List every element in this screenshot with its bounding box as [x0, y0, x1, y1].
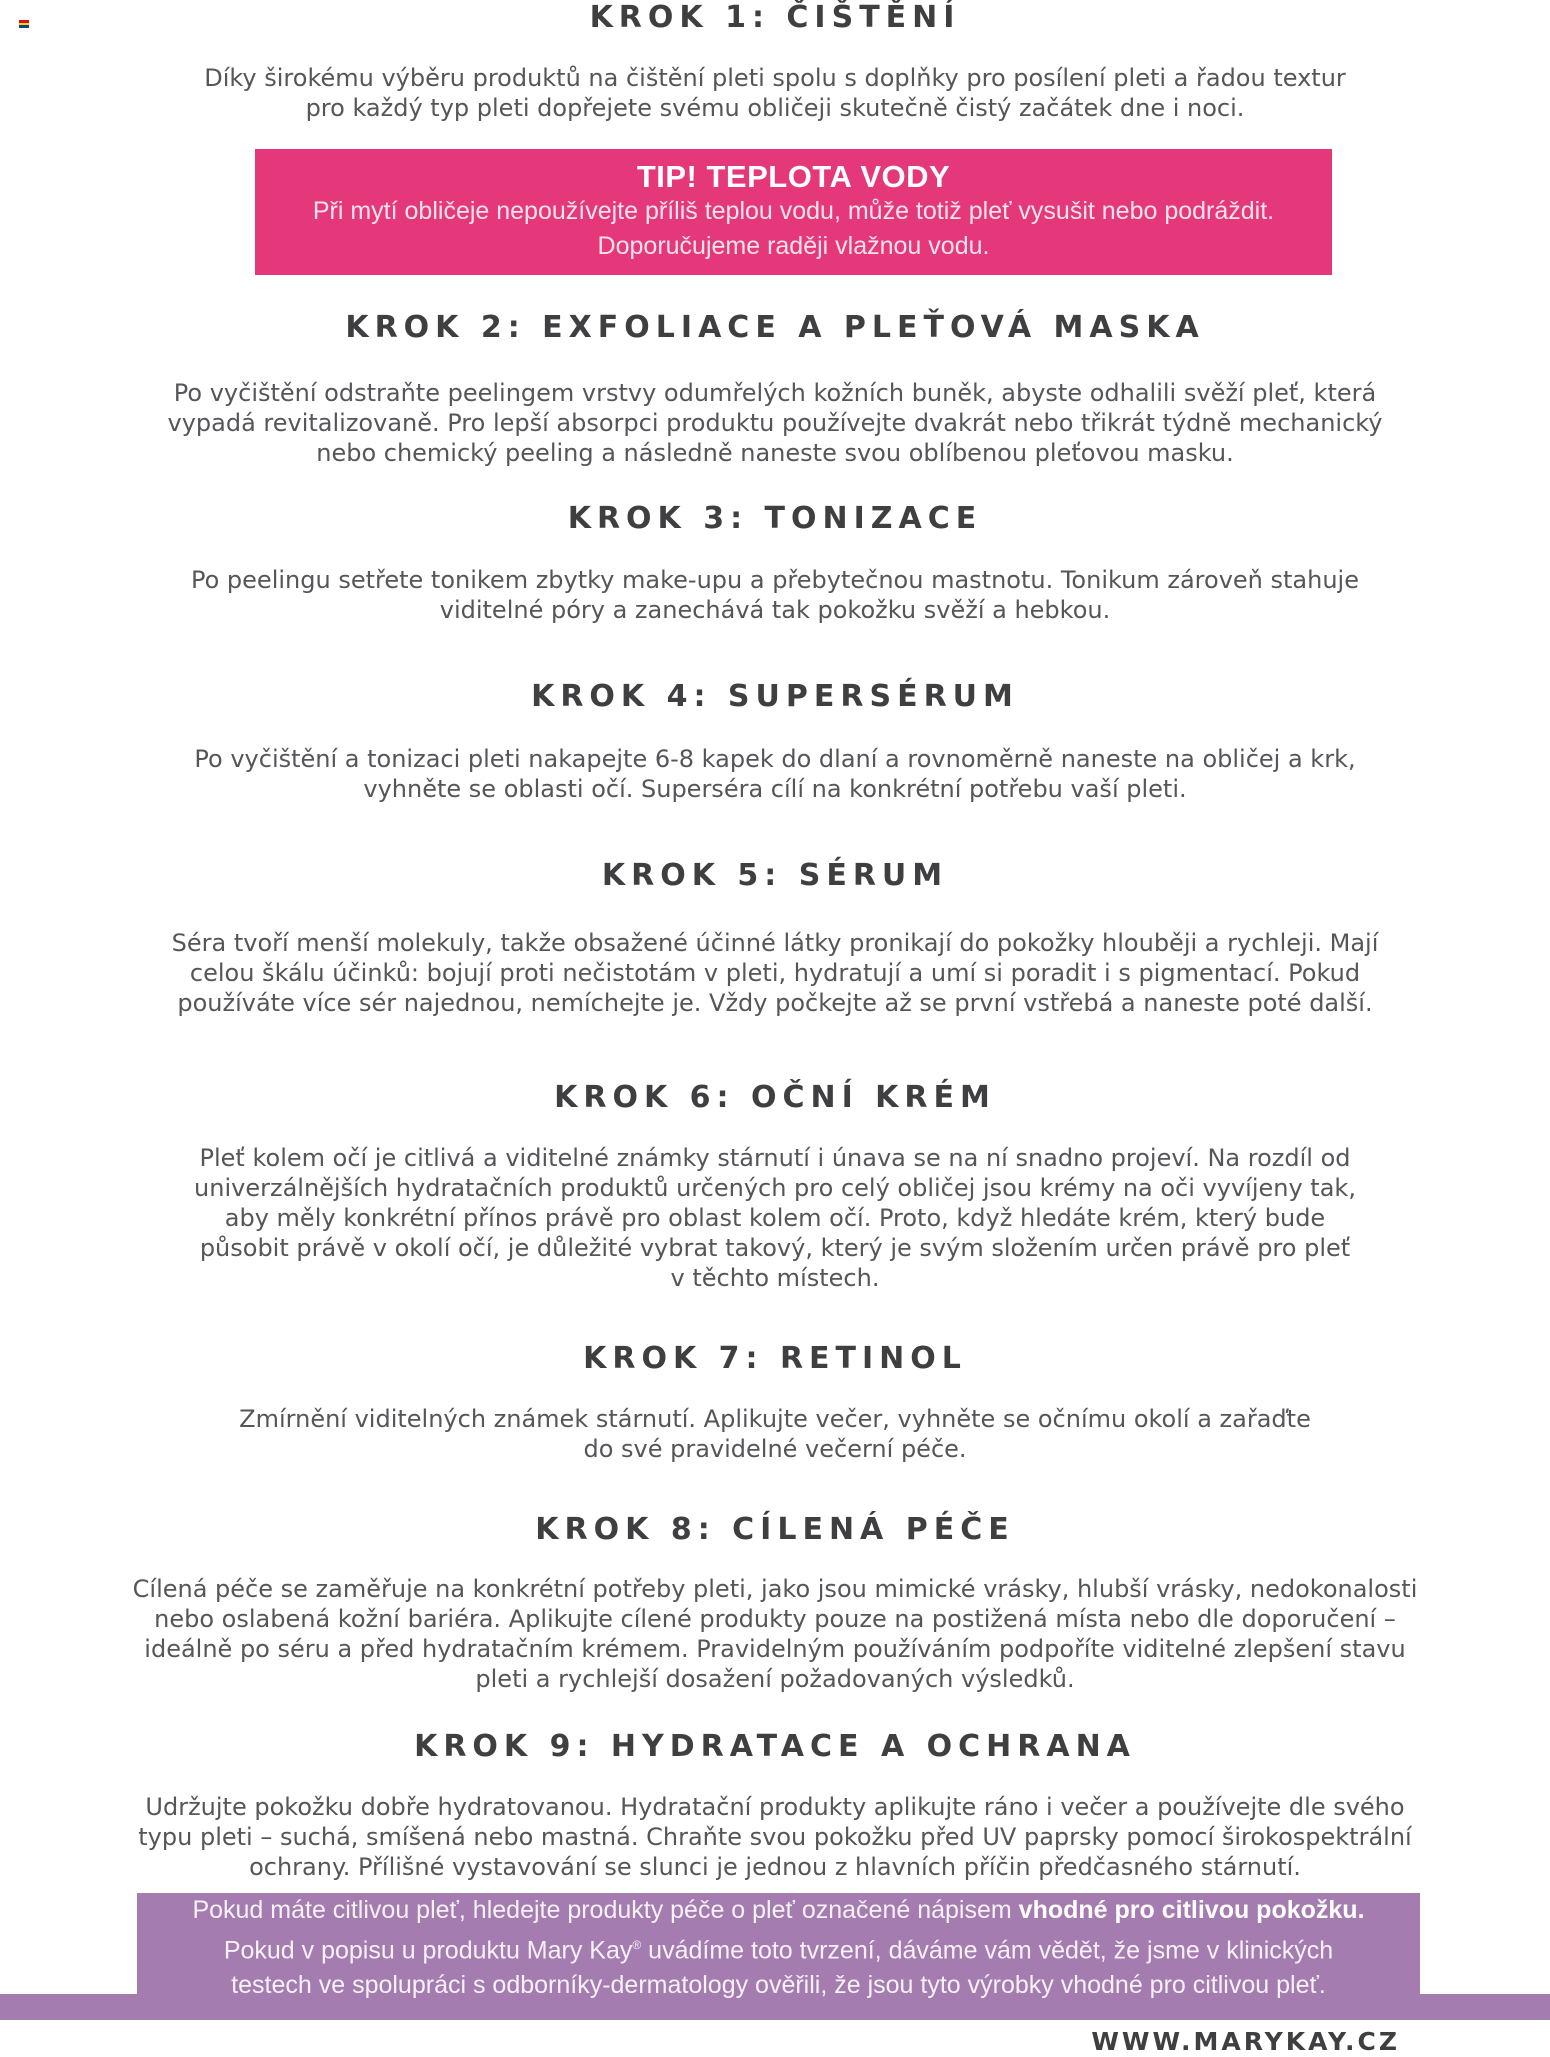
step-6-text — [0, 1143, 1550, 1293]
step-8-text-line: Cílená péče se zaměřuje na konkrétní potřeby pleti, jako jsou mimické vrásky, hlubší vrásky, nedokonalosti — [132, 1575, 1418, 1603]
step-6-text-line: působit právě v okolí očí, je důležité vybrat takový, který je svým složením určen právě pro pleť — [199, 1234, 1351, 1262]
step-5-text-line: Séra tvoří menší molekuly, takže obsažené účinné látky pronikají do pokožky hlouběji a rychleji. Mají — [171, 929, 1379, 957]
step-8-heading: KROK 8: CÍLENÁ PÉČE — [535, 1512, 1015, 1547]
step-2-text-line: nebo chemický peeling a následně naneste svou oblíbenou pleťovou masku. — [316, 439, 1234, 467]
step-6-heading: KROK 6: OČNÍ KRÉM — [554, 1080, 996, 1115]
step-1-heading: KROK 1: ČIŠTĚNÍ — [589, 0, 961, 35]
step-6-text-line: aby měly konkrétní přínos právě pro oblast kolem očí. Proto, když hledáte krém, který bude — [224, 1204, 1326, 1232]
step-6-text-line: Pleť kolem očí je citlivá a viditelné známky stárnutí i únava se na ní snadno projeví. Na rozdíl od — [199, 1144, 1351, 1172]
sensitive-skin-box — [137, 1893, 1420, 2000]
tip-text — [255, 194, 1332, 264]
sensitive-highlight: vhodné pro citlivou pokožku. — [1018, 1896, 1365, 1924]
step-7-text-line: Zmírnění viditelných známek stárnutí. Aplikujte večer, vyhněte se očnímu okolí a zařaďte — [239, 1405, 1311, 1433]
sensitive-line-3: testech ve spolupráci s odborníky-dermatology ověřili, že jsou tyto výrobky vhodné pro citlivou pleť. — [231, 1971, 1326, 2000]
step-2-text-line: vypadá revitalizovaně. Pro lepší absorpci produktu používejte dvakrát nebo třikrát týdně mechanický — [167, 409, 1383, 437]
step-1-text-line: pro každý typ pleti dopřejete svému obličeji skutečně čistý začátek dne i noci. — [305, 94, 1245, 122]
step-3-heading: KROK 3: TONIZACE — [567, 501, 983, 536]
step-6-text-line: v těchto místech. — [670, 1264, 880, 1292]
sensitive-line-2 — [137, 1928, 1420, 1968]
step-7-heading: KROK 7: RETINOL — [583, 1341, 967, 1376]
step-8-text — [0, 1574, 1550, 1694]
tip-box — [255, 149, 1332, 275]
step-4-text-line: vyhněte se oblasti očí. Superséra cílí na konkrétní potřebu vaší pleti. — [363, 775, 1187, 803]
sensitive-line-2-suffix: uvádíme toto tvrzení, dáváme vám vědět, že jsme v klinických — [648, 1936, 1334, 1965]
step-4-heading: KROK 4: SUPERSÉRUM — [531, 679, 1019, 714]
step-8-text-line: ideálně po séru a před hydratačním krémem. Pravidelným používáním podpoříte viditelné zlepšení stavu — [144, 1635, 1406, 1663]
tip-text-line: Při mytí obličeje nepoužívejte příliš teplou vodu, může totiž pleť vysušit nebo podráždit. — [312, 197, 1275, 225]
step-1-text — [0, 63, 1550, 123]
step-8-text-line: nebo oslabená kožní bariéra. Aplikujte cílené produkty pouze na postižená místa nebo dle doporučení – — [154, 1605, 1396, 1633]
step-1-text-line: Díky širokému výběru produktů na čištění pleti spolu s doplňky pro posílení pleti a řadou textur — [204, 64, 1346, 92]
step-3-text-line: viditelné póry a zanechává tak pokožku svěží a hebkou. — [439, 596, 1111, 624]
step-9-text — [0, 1792, 1550, 1882]
step-2-heading: KROK 2: EXFOLIACE A PLEŤOVÁ MASKA — [345, 310, 1205, 345]
step-4-text-line: Po vyčištění a tonizaci pleti nakapejte 6-8 kapek do dlaní a rovnoměrně naneste na obličej a krk, — [194, 745, 1356, 773]
step-9-text-line: ochrany. Přílišné vystavování se slunci je jednou z hlavních příčin předčasného stárnutí. — [249, 1853, 1301, 1881]
step-5-text — [0, 928, 1550, 1018]
step-7-text — [0, 1404, 1550, 1464]
step-2-text-line: Po vyčištění odstraňte peelingem vrstvy odumřelých kožních buněk, abyste odhalili svěží pleť, která — [173, 379, 1377, 407]
step-3-text-line: Po peelingu setřete tonikem zbytky make-upu a přebytečnou mastnotu. Tonikum zároveň stahuje — [191, 566, 1359, 594]
step-5-heading: KROK 5: SÉRUM — [601, 858, 949, 893]
step-6-text-line: univerzálnějších hydratačních produktů určených pro celý obličej jsou krémy na oči vyvíjeny tak, — [194, 1174, 1356, 1202]
step-5-text-line: celou škálu účinků: bojují proti nečistotám v pleti, hydratují a umí si poradit i s pigmentací. Pokud — [189, 959, 1361, 987]
sensitive-line-1 — [137, 1893, 1420, 1928]
sensitive-line-2-prefix: Pokud v popisu u produktu Mary Kay — [223, 1936, 633, 1965]
registered-mark: ® — [632, 1938, 642, 1952]
step-3-text — [0, 565, 1550, 625]
tip-title: TIP! TEPLOTA VODY — [636, 159, 951, 194]
sensitive-line-1-text: Pokud máte citlivou pleť, hledejte produkty péče o pleť označené nápisem — [192, 1896, 1012, 1924]
step-4-text — [0, 744, 1550, 804]
step-9-heading: KROK 9: HYDRATACE A OCHRANA — [414, 1729, 1136, 1764]
tip-text-line: Doporučujeme raději vlažnou vodu. — [597, 232, 990, 260]
step-9-text-line: typu pleti – suchá, smíšená nebo mastná. Chraňte svou pokožku před UV paprsky pomocí širokospektrální — [138, 1823, 1412, 1851]
step-7-text-line: do své pravidelné večerní péče. — [583, 1435, 967, 1463]
step-2-text — [0, 378, 1550, 468]
website-link[interactable]: WWW.MARYKAY.CZ — [1091, 2027, 1400, 2056]
step-8-text-line: pleti a rychlejší dosažení požadovaných výsledků. — [475, 1665, 1075, 1693]
step-5-text-line: používáte více sér najednou, nemíchejte je. Vždy počkejte až se první vstřebá a naneste poté další. — [177, 989, 1373, 1017]
step-9-text-line: Udržujte pokožku dobře hydratovanou. Hydratační produkty aplikujte ráno i večer a používejte dle svého — [145, 1793, 1405, 1821]
